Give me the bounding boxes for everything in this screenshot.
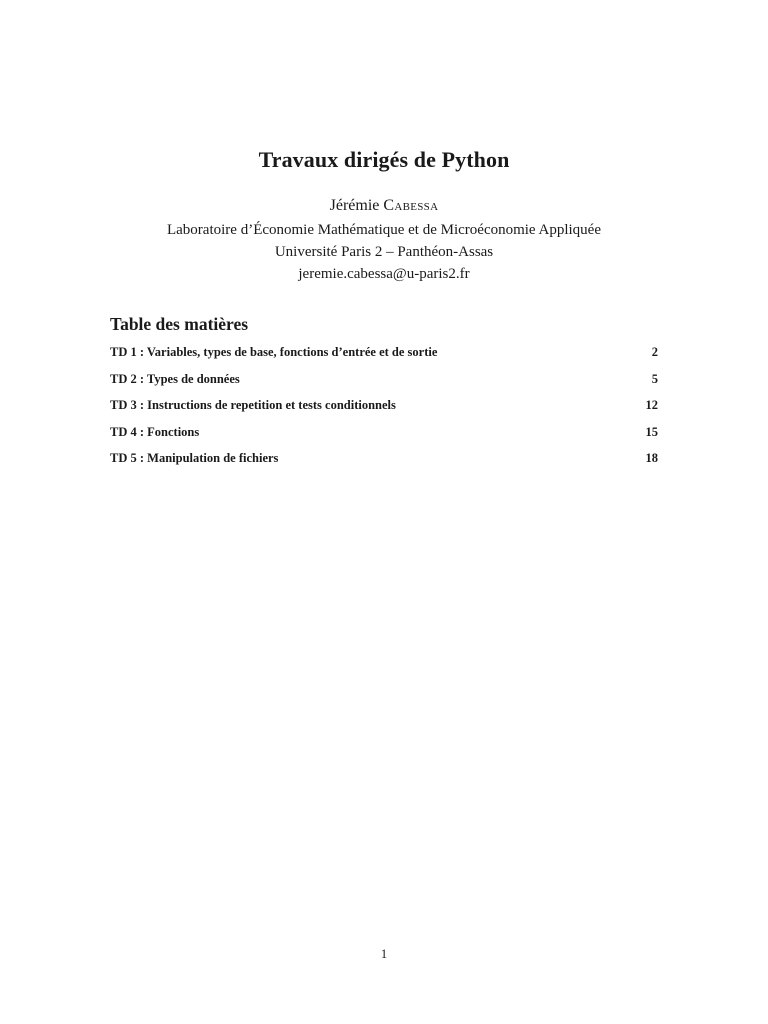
author-name <box>0 197 768 215</box>
toc-entry-td1[interactable] <box>110 345 658 372</box>
toc-entry-label: TD 1 : Variables, types de base, fonctions d’entrée et de sortie <box>110 345 438 359</box>
affiliation-university: Université Paris 2 – Panthéon-Assas <box>274 244 494 260</box>
toc-heading: Table des matières <box>110 314 249 334</box>
toc-entry-page: 12 <box>645 398 658 412</box>
author-first-name: Jérémie <box>329 197 380 214</box>
toc-entry-label: TD 3 : Instructions de repetition et tests conditionnels <box>110 398 396 412</box>
toc-entry-label: TD 5 : Manipulation de fichiers <box>110 451 279 465</box>
toc-entry-label: TD 4 : Fonctions <box>110 424 200 439</box>
table-of-contents <box>110 345 658 478</box>
document-title: Travaux dirigés de Python <box>258 147 510 172</box>
toc-entry-page: 18 <box>645 451 658 465</box>
author-email[interactable]: jeremie.cabessa@u-paris2.fr <box>298 266 470 282</box>
toc-entry-page: 5 <box>651 371 658 386</box>
affiliation-lab: Laboratoire d’Économie Mathématique et de Microéconomie Appliquée <box>166 222 601 238</box>
toc-entry-td5[interactable] <box>110 451 658 478</box>
toc-entry-label: TD 2 : Types de données <box>110 371 240 386</box>
page-number: 1 <box>380 947 388 961</box>
author-last-name: Cabessa <box>383 197 439 214</box>
toc-entry-page: 2 <box>651 345 658 359</box>
toc-entry-td4[interactable] <box>110 425 658 452</box>
toc-entry-td3[interactable] <box>110 398 658 425</box>
toc-entry-td2[interactable] <box>110 372 658 399</box>
toc-entry-page: 15 <box>645 424 658 439</box>
